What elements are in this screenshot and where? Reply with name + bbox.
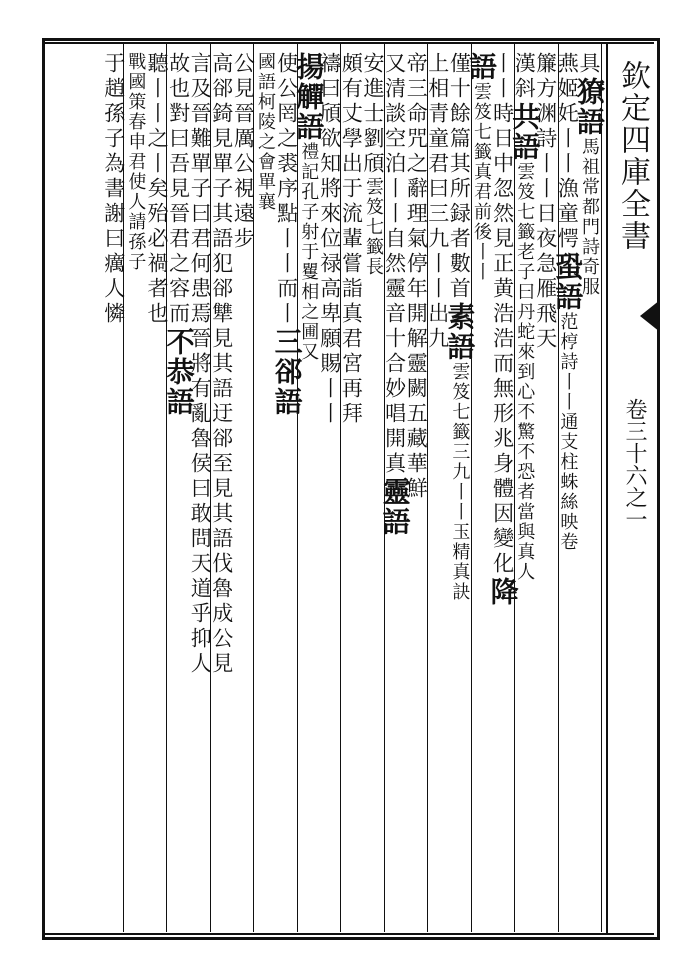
body-text: 使公罔之裘序點丨丨而丨 xyxy=(274,52,299,327)
column-rule xyxy=(427,44,428,932)
body-text: 頗有丈學出于流輩嘗詣真君宮再拜 xyxy=(339,52,364,427)
body-text: 于趙孫子為書謝曰癘人憐 xyxy=(101,52,126,327)
column-rule xyxy=(384,44,385,932)
volume-label: 卷三十六之一 xyxy=(622,398,647,530)
annotation: 戰國策春申君使人請孫子 xyxy=(125,52,147,272)
body-text: 燕姬奼丨丨漁童愕 xyxy=(555,52,580,252)
book-title: 欽定四庫全書 xyxy=(615,60,650,252)
body-text: 簾方渊詩丨丨日夜急雁飛天 xyxy=(533,52,558,352)
top-rule xyxy=(44,42,654,44)
headword: 語 xyxy=(465,52,498,82)
column-rule xyxy=(210,44,211,932)
column-rule xyxy=(253,44,254,932)
column-rule xyxy=(123,44,124,932)
headword: 蛩語 xyxy=(551,252,585,312)
headword: 不恭語 xyxy=(162,327,196,417)
headword: 素語 xyxy=(443,302,477,362)
body-text: 故也對曰吾見晉君之容而 xyxy=(166,52,191,327)
column-rule xyxy=(340,44,341,932)
column-rule xyxy=(558,44,559,932)
annotation: 雲笈七籤真君前後丨丨 xyxy=(471,82,492,282)
bottom-rule xyxy=(44,933,654,935)
annotation: 馬祖常都門詩奇服 xyxy=(579,137,600,297)
annotation: 雲笈七籤老子曰丹蛇來到心不驚不恐者當與真人 xyxy=(514,162,536,582)
column-rule xyxy=(166,44,167,932)
annotation: 雲笈七籤長 xyxy=(363,177,384,277)
text-column xyxy=(73,52,125,922)
annotation: 范梈詩丨丨通支柱蛛絲映卷 xyxy=(557,312,579,552)
headword: 降 xyxy=(486,577,520,607)
annotation: 禮記孔子射于矍相之圃又 xyxy=(298,142,320,362)
body-text: 言及晉難單子曰君何患焉晉將有亂魯侯曰敢問天道乎抑人 xyxy=(188,52,213,677)
body-text: 禱曰頎欲知將來位禄高卑願賜丨丨 xyxy=(317,52,342,427)
body-text: 漢斜 xyxy=(512,52,537,102)
body-text: 帝三命咒之辭理氣停年開解靈闕五藏華鮮 xyxy=(404,52,429,502)
column-rule xyxy=(471,44,472,932)
headword: 揚觶語 xyxy=(292,52,326,142)
annotation: 雲笈七籤三九丨丨玉精真訣 xyxy=(449,362,471,602)
body-text: 公見晉厲公視遠步 xyxy=(231,52,256,252)
body-text: 高郤錡見單子其語犯郤犨見其語迂郤至見其語伐魯成公見 xyxy=(209,52,234,677)
body-text: 上相青童君曰三九丨丨出九 xyxy=(425,52,450,352)
body-text: 丨丨時日中忽然見正黄浩浩而無形兆身體因變化 xyxy=(490,52,515,577)
headword: 靈語 xyxy=(378,477,412,537)
body-text: 又清談空泊丨丨自然靈音十合妙唱開真 xyxy=(382,52,407,477)
headword: 三郤語 xyxy=(270,327,304,417)
annotation: 國語柯陵之會單襄 xyxy=(255,52,276,212)
body-text: 安進士劉頎 xyxy=(361,52,385,177)
column-rule xyxy=(514,44,515,932)
body-text: 具 xyxy=(577,52,601,77)
column-rule xyxy=(601,44,602,932)
headword: 獠語 xyxy=(573,77,606,137)
headword: 共語 xyxy=(508,102,542,162)
fishtail-mark xyxy=(640,300,660,332)
column-rule xyxy=(297,44,298,932)
body-text: 聽丨丨之丨矣殆必禍者也 xyxy=(145,52,169,327)
body-text: 僅十餘篇其所録者數首 xyxy=(447,52,472,302)
